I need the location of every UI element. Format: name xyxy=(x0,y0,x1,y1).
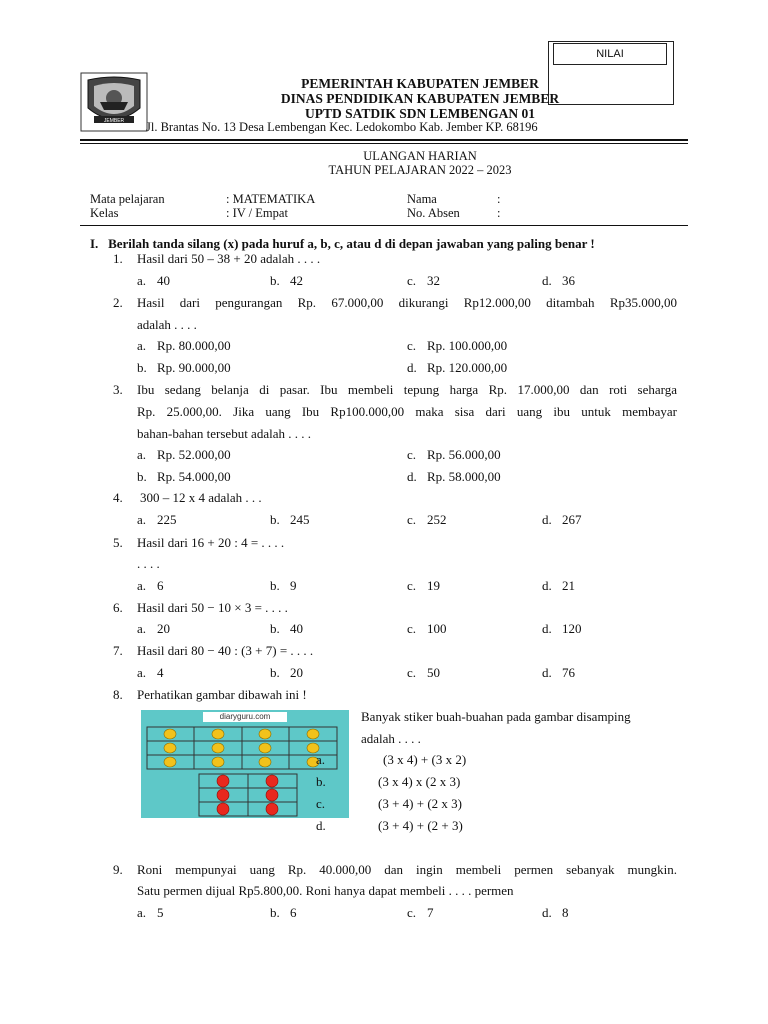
q7-option-c: c. 50 xyxy=(407,665,440,680)
q4-option-b: b. 245 xyxy=(270,512,310,527)
section-number: I. xyxy=(90,236,99,251)
q7-option-a: a. 4 xyxy=(137,665,164,680)
picture-watermark: diaryguru.com xyxy=(203,712,287,722)
q2-option-b: b. Rp. 90.000,00 xyxy=(137,360,231,375)
q1-text: Hasil dari 50 – 38 + 20 adalah . . . . xyxy=(137,251,321,266)
q6-option-b: b. 40 xyxy=(270,621,303,636)
q9-option-b: b. 6 xyxy=(270,905,297,920)
q1-number: 1. xyxy=(113,251,123,266)
pear-icon xyxy=(164,729,176,739)
absen-label: No. Absen xyxy=(407,206,460,220)
q7-text: Hasil dari 80 − 40 : (3 + 7) = . . . . xyxy=(137,643,314,658)
q4-option-d: d. 267 xyxy=(542,512,582,527)
q3-option-b: b. Rp. 54.000,00 xyxy=(137,469,231,484)
jember-regency-logo-icon xyxy=(80,72,148,132)
q1-option-c: c. 32 xyxy=(407,273,440,288)
meta-rule xyxy=(80,225,688,226)
q1-option-a: a. 40 xyxy=(137,273,170,288)
school-address: Jl. Brantas No. 13 Desa Lembengan Kec. Ledokombo Kab. Jember KP. 68196 xyxy=(146,120,538,134)
q9-option-c: c. 7 xyxy=(407,905,434,920)
apple-icon xyxy=(217,803,229,815)
q6-number: 6. xyxy=(113,600,123,615)
apple-icon xyxy=(266,803,278,815)
q8-side-text-line1: Banyak stiker buah-buahan pada gambar disamping xyxy=(361,709,631,724)
class-value: : IV / Empat xyxy=(226,206,288,220)
q7-number: 7. xyxy=(113,643,123,658)
q4-option-a: a. 225 xyxy=(137,512,177,527)
q8-option-c-letter: c. xyxy=(316,796,326,811)
name-value: : xyxy=(497,192,501,206)
svg-text:JEMBER: JEMBER xyxy=(103,118,125,124)
q1-option-b: b. 42 xyxy=(270,273,303,288)
q5-option-a: a. 6 xyxy=(137,578,164,593)
header-rule-thick xyxy=(80,139,688,141)
q3-option-c: c. Rp. 56.000,00 xyxy=(407,447,501,462)
q4-number: 4. xyxy=(113,490,123,505)
q2-option-d: d. Rp. 120.000,00 xyxy=(407,360,508,375)
q4-option-c: c. 252 xyxy=(407,512,447,527)
q3-option-d: d. Rp. 58.000,00 xyxy=(407,469,501,484)
subject-label: Mata pelajaran xyxy=(90,192,165,206)
q6-option-a: a. 20 xyxy=(137,621,170,636)
section-instruction xyxy=(90,236,595,252)
pear-icon xyxy=(212,757,224,767)
q9-option-a: a. 5 xyxy=(137,905,164,920)
apple-icon xyxy=(266,789,278,801)
q8-side-text-line2: adalah . . . . xyxy=(361,731,421,746)
q5-text-line2: . . . . xyxy=(137,556,160,571)
header-line-1: PEMERINTAH KABUPATEN JEMBER xyxy=(301,76,539,91)
q6-option-c: c. 100 xyxy=(407,621,447,636)
q5-option-b: b. 9 xyxy=(270,578,297,593)
q8-option-d-letter: d. xyxy=(316,818,326,833)
pear-icon xyxy=(164,757,176,767)
class-label: Kelas xyxy=(90,206,119,220)
q8-text: Perhatikan gambar dibawah ini ! xyxy=(137,687,307,702)
q3-text-line3: bahan-bahan tersebut adalah . . . . xyxy=(137,426,311,441)
pear-icon xyxy=(259,743,271,753)
q8-number: 8. xyxy=(113,687,123,702)
pear-icon xyxy=(259,757,271,767)
section-text: Berilah tanda silang (x) pada huruf a, b, c, atau d di depan jawaban yang paling benar ! xyxy=(108,236,595,251)
q3-option-a: a. Rp. 52.000,00 xyxy=(137,447,231,462)
exam-title: ULANGAN HARIAN xyxy=(363,149,477,163)
q5-option-d: d. 21 xyxy=(542,578,575,593)
q8-option-b: (3 x 4) x (2 x 3) xyxy=(378,774,461,789)
q2-option-c: c. Rp. 100.000,00 xyxy=(407,338,508,353)
q2-text-line1: Hasil dari pengurangan Rp. 67.000,00 dikurangi Rp12.000,00 ditambah Rp35.000,00 xyxy=(137,295,677,310)
q3-text-line1: Ibu sedang belanja di pasar. Ibu membeli tepung harga Rp. 17.000,00 dan roti seharga xyxy=(137,382,677,397)
pear-icon xyxy=(259,729,271,739)
q9-text-line1: Roni mempunyai uang Rp. 40.000,00 dan ingin membeli permen sebanyak mungkin. xyxy=(137,862,677,877)
q7-option-d: d. 76 xyxy=(542,665,575,680)
exam-year: TAHUN PELAJARAN 2022 – 2023 xyxy=(328,163,512,177)
q2-number: 2. xyxy=(113,295,123,310)
q8-option-a-letter: a. xyxy=(316,752,326,767)
pear-icon xyxy=(164,743,176,753)
pear-icon xyxy=(307,729,319,739)
pear-icon xyxy=(212,743,224,753)
header-line-3: UPTD SATDIK SDN LEMBENGAN 01 xyxy=(304,106,536,121)
q5-option-c: c. 19 xyxy=(407,578,440,593)
pear-icon xyxy=(212,729,224,739)
q7-option-b: b. 20 xyxy=(270,665,303,680)
q9-text-line2: Satu permen dijual Rp5.800,00. Roni hanya dapat membeli . . . . permen xyxy=(137,883,514,898)
q2-text-line2: adalah . . . . xyxy=(137,317,197,332)
apple-icon xyxy=(217,789,229,801)
absen-value: : xyxy=(497,206,501,220)
apple-icon xyxy=(266,775,278,787)
q9-option-d: d. 8 xyxy=(542,905,569,920)
q9-number: 9. xyxy=(113,862,123,877)
q8-option-c: (3 + 4) + (2 x 3) xyxy=(378,796,462,811)
q6-option-d: d. 120 xyxy=(542,621,582,636)
q1-option-d: d. 36 xyxy=(542,273,575,288)
score-label: NILAI xyxy=(553,43,667,65)
q3-number: 3. xyxy=(113,382,123,397)
q6-text: Hasil dari 50 − 10 × 3 = . . . . xyxy=(137,600,288,615)
q5-text: Hasil dari 16 + 20 : 4 = . . . . xyxy=(137,535,285,550)
q8-option-a: (3 x 4) + (3 x 2) xyxy=(383,752,467,767)
q5-number: 5. xyxy=(113,535,123,550)
subject-value: : MATEMATIKA xyxy=(226,192,316,206)
q3-text-line2: Rp. 25.000,00. Jika uang Ibu Rp100.000,00 maka sisa dari uang ibu untuk membayar xyxy=(137,404,677,419)
q2-option-a: a. Rp. 80.000,00 xyxy=(137,338,231,353)
apple-icon xyxy=(217,775,229,787)
name-label: Nama xyxy=(407,192,437,206)
header-rule-thin xyxy=(80,143,688,144)
q8-option-d: (3 + 4) + (2 + 3) xyxy=(378,818,463,833)
q4-text: 300 – 12 x 4 adalah . . . xyxy=(140,490,262,505)
header-line-2: DINAS PENDIDIKAN KABUPATEN JEMBER xyxy=(280,91,560,106)
q8-option-b-letter: b. xyxy=(316,774,326,789)
